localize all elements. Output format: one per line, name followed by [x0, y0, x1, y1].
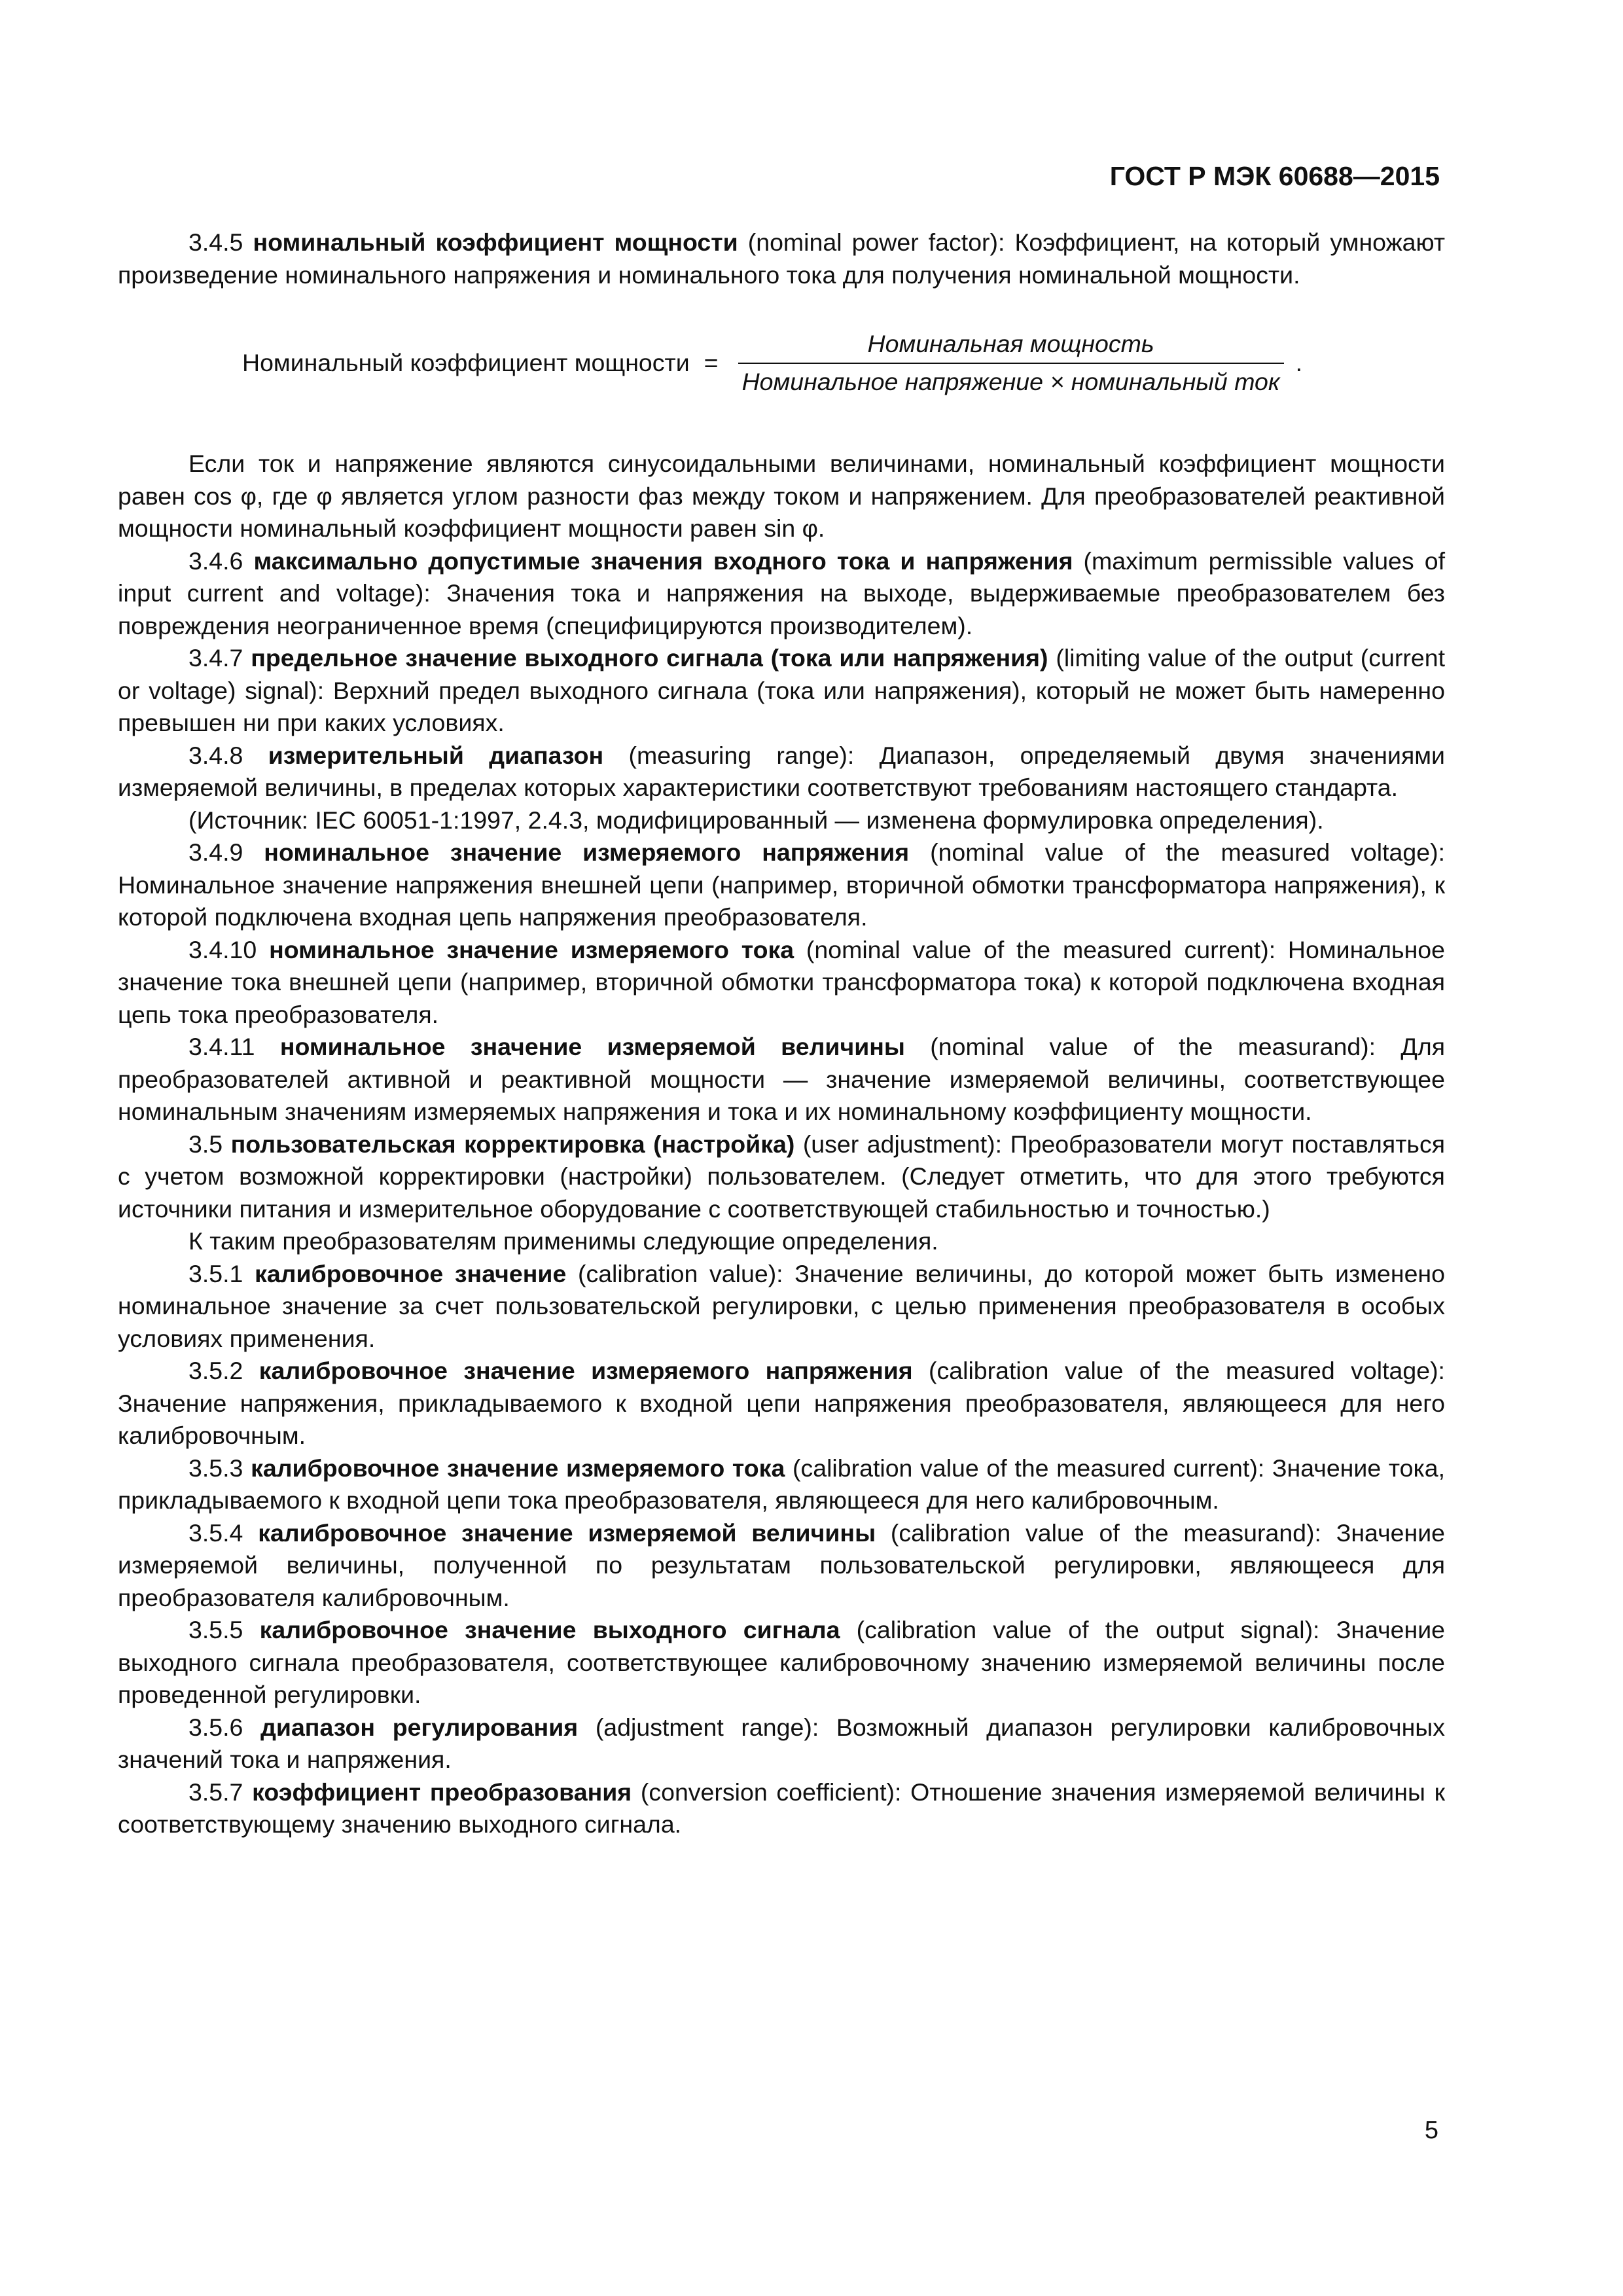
definition-paragraph: [118, 1355, 1445, 1452]
standard-designation: ГОСТ Р МЭК 60688—2015: [1109, 161, 1440, 191]
clause-number: 3.4.7: [188, 644, 243, 672]
defined-term: номинальное значение измеряемого напряжения: [264, 838, 910, 866]
clause-number: 3.5.1: [188, 1259, 243, 1287]
clause-number: 3.5.2: [188, 1357, 243, 1384]
clause-number: 3.4.11: [188, 1033, 255, 1060]
defined-term: номинальный коэффициент мощности: [253, 228, 738, 256]
clause-number: 3.5.7: [188, 1778, 243, 1806]
defined-term: калибровочное значение измеряемого напряжения: [259, 1357, 913, 1384]
clause-number: 3.4.6: [188, 547, 243, 575]
formula-fraction: [738, 328, 1284, 398]
defined-term: измерительный диапазон: [268, 741, 604, 769]
definition-text: (measuring range): Диапазон, определяемый двумя значениями измеряемой величины, в пределах которых характеристики соответствуют требованиям настоящего стандарта.: [118, 741, 1445, 801]
definition-paragraph: [118, 1452, 1445, 1517]
defined-term: диапазон регулирования: [260, 1713, 579, 1741]
clause-number: 3.5.4: [188, 1518, 243, 1547]
defined-term: предельное значение выходного сигнала (тока или напряжения): [251, 644, 1048, 672]
definition-text: (calibration value): Значение величины, до которой может быть изменено номинальное значение за счет пользовательской регулировки, с целью применения преобразователя в особых условиях применения.: [118, 1259, 1445, 1352]
paragraph: Если ток и напряжение являются синусоидальными величинами, номинальный коэффициент мощности равен cos φ, где φ является углом разности фаз между током и напряжением. Для преобразователей реактивной мощности номинальный коэффициент мощности равен sin φ.: [118, 450, 1445, 542]
definition-text: (user adjustment): Преобразователи могут поставляться с учетом возможной корректировки (настройки) пользователем. (Следует отметить, что для этого требуются источники питания и измерительное оборудование с соответствующей стабильностью и точностью.): [118, 1130, 1445, 1223]
definition-paragraph: [118, 226, 1445, 291]
definition-text: (calibration value of the output signal): Значение выходного сигнала преобразователя, соответствующее калибровочному значению измеряемой величины после проведенной регулировки.: [118, 1616, 1446, 1708]
document-body: [118, 226, 1445, 1841]
definition-text: (nominal power factor): Коэффициент, на который умножают произведение номинального напряжения и номинального тока для получения номинальной мощности.: [118, 228, 1446, 289]
clause-number: 3.5.3: [188, 1454, 243, 1482]
formula-end: .: [1295, 348, 1302, 376]
definition-text: (nominal value of the measured current): Номинальное значение тока внешней цепи (например, вторичной обмотки трансформатора тока) к которой подключена входная цепь тока преобразователя.: [118, 935, 1445, 1028]
defined-term: калибровочное значение измеряемой величины: [258, 1518, 876, 1547]
definition-paragraph: [118, 934, 1445, 1031]
definition-text: (maximum permissible values of input current and voltage): Значения тока и напряжения на выходе, выдерживаемые преобразователем без повреждения неограниченное время (специфицируются производителем).: [118, 547, 1445, 639]
definition-text: (calibration value of the measured voltage): Значение напряжения, прикладываемого к входной цепи напряжения преобразователя, являющееся для него калибровочным.: [118, 1357, 1445, 1449]
formula-lhs: Номинальный коэффициент мощности: [242, 348, 690, 376]
definition-text: (nominal value of the measurand): Для преобразователей активной и реактивной мощности — значение измеряемой величины, соответствующее номинальным значениям измеряемых напряжения и тока и их номинальному коэффициенту мощности.: [118, 1033, 1446, 1125]
definition-text: (adjustment range): Возможный диапазон регулировки калибровочных значений тока и напряжения.: [118, 1713, 1445, 1773]
defined-term: пользовательская корректировка (настройка): [230, 1130, 795, 1158]
definition-paragraph: [118, 1258, 1445, 1355]
definition-text: (calibration value of the measured current): Значение тока, прикладываемого к входной цепи тока преобразователя, являющееся для него калибровочным.: [118, 1454, 1445, 1514]
clause-number: 3.4.10: [188, 935, 257, 963]
clause-number: 3.4.5: [188, 228, 243, 256]
clause-number: 3.4.9: [188, 838, 243, 866]
defined-term: номинальное значение измеряемого тока: [269, 935, 794, 963]
defined-term: калибровочное значение выходного сигнала: [259, 1616, 840, 1643]
defined-term: номинальное значение измеряемой величины: [279, 1033, 905, 1060]
source-note: (Источник: IEC 60051-1:1997, 2.4.3, модифицированный — изменена формулировка определения).: [188, 806, 1324, 834]
definition-text: (conversion coefficient): Отношение значения измеряемой величины к соответствующему значению выходного сигнала.: [118, 1778, 1445, 1838]
definition-text: (limiting value of the output (current or voltage) signal): Верхний предел выходного сигнала (тока или напряжения), который не может быть намеренно превышен ни при каких условиях.: [118, 644, 1445, 736]
formula-numerator: Номинальная мощность: [867, 330, 1154, 357]
definition-paragraph: [118, 836, 1445, 934]
paragraph: К таким преобразователям применимы следующие определения.: [188, 1227, 938, 1255]
definition-paragraph: [118, 1128, 1445, 1226]
clause-number: 3.5.5: [188, 1616, 243, 1643]
defined-term: коэффициент преобразования: [252, 1778, 632, 1806]
fraction-bar: [738, 363, 1284, 364]
definition-paragraph: [118, 1776, 1445, 1841]
definition-paragraph: [118, 1614, 1445, 1712]
definition-paragraph: [118, 1031, 1445, 1128]
formula-denominator: Номинальное напряжение × номинальный ток: [741, 367, 1280, 395]
definition-paragraph: [118, 1712, 1445, 1776]
definition-text: (calibration value of the measurand): Значение измеряемой величины, полученной по результатам пользовательской регулировки, являющееся для преобразователя калибровочным.: [118, 1518, 1445, 1611]
page-number: 5: [1424, 2117, 1438, 2144]
defined-term: калибровочное значение измеряемого тока: [251, 1454, 785, 1482]
power-factor-formula: [242, 328, 1445, 398]
definition-paragraph: [118, 642, 1445, 740]
definition-paragraph: [118, 545, 1445, 643]
clause-number: 3.4.8: [188, 741, 243, 769]
definition-paragraph: [118, 1517, 1445, 1615]
defined-term: максимально допустимые значения входного тока и напряжения: [253, 547, 1073, 575]
defined-term: калибровочное значение: [255, 1259, 567, 1287]
definition-text: (nominal value of the measured voltage): Номинальное значение напряжения внешней цепи (например, вторичной обмотки трансформатора напряжения), к которой подключена входная цепь напряжения преобразователя.: [118, 838, 1445, 931]
formula-equals: =: [704, 348, 719, 376]
clause-number: 3.5: [188, 1130, 223, 1158]
clause-number: 3.5.6: [188, 1713, 243, 1741]
definition-paragraph: [118, 740, 1445, 804]
